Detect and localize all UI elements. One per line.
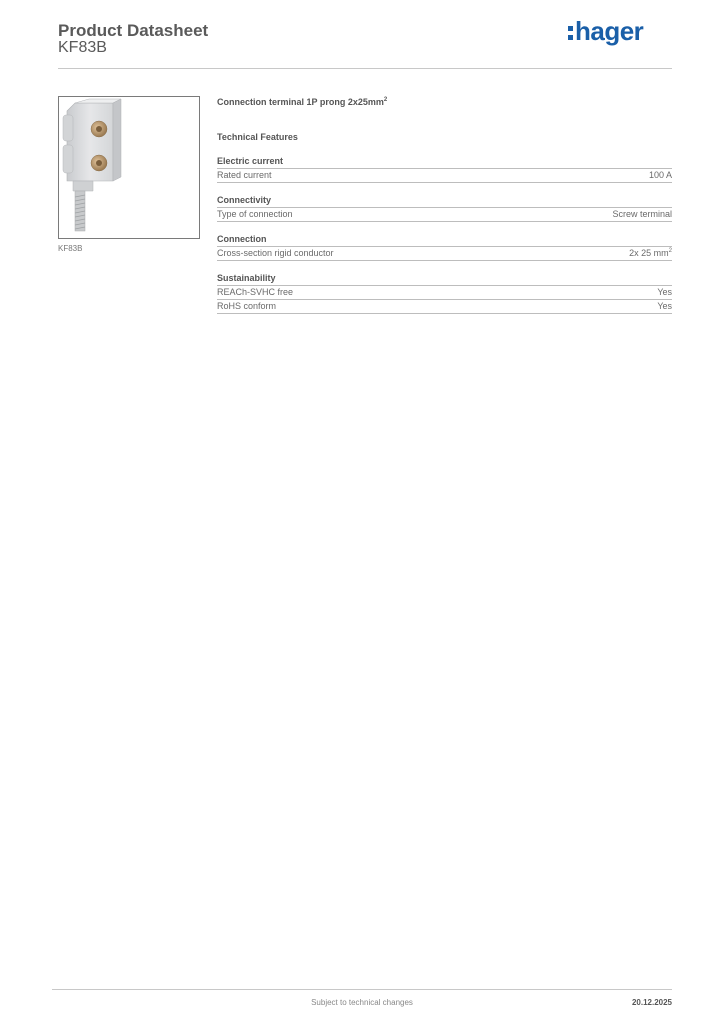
spec-row: [217, 247, 672, 261]
spec-row: [217, 286, 672, 300]
spec-value: [629, 247, 672, 260]
footer-date: 20.12.2025: [631, 998, 672, 1007]
group-electric-current: [217, 155, 672, 183]
group-title: Sustainability: [217, 272, 672, 286]
spec-row: [217, 169, 672, 183]
spec-value-text: 2x 25 mm: [629, 248, 669, 258]
group-connection: [217, 233, 672, 261]
spec-label: REACh-SVHC free: [217, 287, 294, 297]
spec-label: Type of connection: [217, 209, 293, 219]
product-description-text: Connection terminal 1P prong 2x25mm: [217, 97, 384, 107]
product-image: [58, 96, 200, 239]
page-title: Product Datasheet: [58, 21, 209, 40]
footer-note: Subject to technical changes: [311, 998, 413, 1007]
svg-text:hager: hager: [575, 16, 644, 46]
spec-value: Yes: [657, 301, 672, 311]
group-title: Connectivity: [217, 194, 672, 208]
spec-row: [217, 208, 672, 222]
header-divider: [58, 68, 672, 69]
terminal-product-icon: [59, 97, 199, 238]
image-caption: KF83B: [58, 244, 83, 253]
product-description-sup: 2: [383, 97, 388, 103]
spec-label: Cross-section rigid conductor: [217, 248, 334, 258]
product-code: KF83B: [58, 39, 107, 56]
datasheet-content: [217, 95, 672, 314]
group-sustainability: [217, 272, 672, 314]
spec-label: Rated current: [217, 170, 272, 180]
hager-logo-icon: [567, 14, 659, 48]
spec-row: [217, 300, 672, 314]
technical-features-title: Technical Features: [217, 132, 298, 142]
spec-value: 100 A: [648, 170, 672, 180]
footer-divider: [52, 989, 672, 990]
product-description: [217, 95, 672, 109]
group-connectivity: [217, 194, 672, 222]
group-title: Electric current: [217, 155, 672, 169]
spec-label: RoHS conform: [217, 301, 277, 311]
group-title: Connection: [217, 233, 672, 247]
brand-logo[interactable]: [567, 14, 659, 48]
spec-value: Yes: [657, 287, 672, 297]
spec-value-sup: 2: [668, 248, 672, 254]
spec-value: Screw terminal: [612, 209, 672, 219]
